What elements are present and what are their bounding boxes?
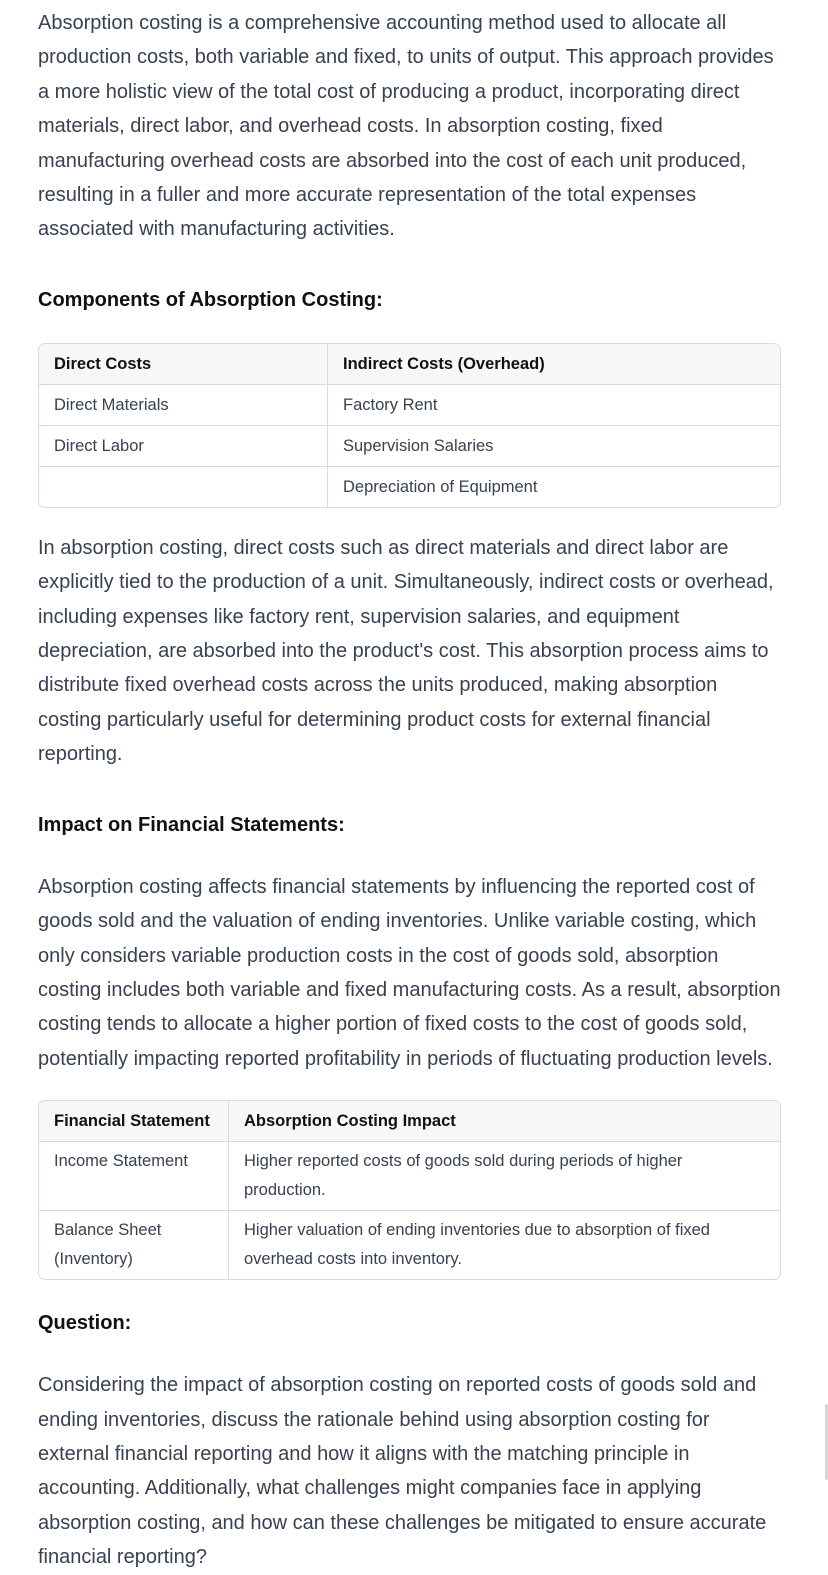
table-row [39, 1142, 780, 1211]
intro-paragraph: Absorption costing is a comprehensive accounting method used to allocate all production costs, both variable and fixed, to units of output. This approach provides a more holistic view of the total cost of producing a product, incorporating direct materials, direct labor, and overhead costs. In absorption costing, fixed manufacturing overhead costs are absorbed into the cost of each unit produced, resulting in a fuller and more accurate representation of the total expenses associated with manufacturing activities. [38, 12, 774, 241]
table-row [39, 385, 780, 426]
components-heading: Components of Absorption Costing: [38, 288, 383, 311]
table-header-row [39, 344, 780, 385]
table-cell: Supervision Salaries [328, 426, 780, 467]
components-table [38, 343, 781, 508]
question-paragraph: Considering the impact of absorption costing on reported costs of goods sold and ending inventories, discuss the rationale behind using absorption costing for external financial reporting and how it aligns with the matching principle in accounting. Additionally, what challenges might companies face in applying absorption costing, and how can these challenges be mitigated to ensure accurate financial reporting? [38, 1374, 767, 1569]
table-cell: Direct Materials [39, 385, 328, 426]
components-paragraph: In absorption costing, direct costs such as direct materials and direct labor are explicitly tied to the production of a unit. Simultaneously, indirect costs or overhead, including expenses like factory rent, supervision salaries, and equipment depreciation, are absorbed into the product's cost. This absorption process aims to distribute fixed overhead costs across the units produced, making absorption costing particularly useful for determining product costs for external financial reporting. [38, 536, 774, 766]
impact-heading: Impact on Financial Statements: [38, 813, 345, 836]
table-cell: Depreciation of Equipment [343, 477, 538, 496]
table-cell: Higher reported costs of goods sold during periods of higher production. [229, 1142, 780, 1211]
table-cell: Income Statement [39, 1142, 229, 1211]
table-cell: Direct Labor [39, 426, 328, 467]
question-heading: Question: [38, 1312, 132, 1335]
table-row [39, 1211, 780, 1279]
article-content [38, 6, 782, 1575]
table-cell: Factory Rent [328, 385, 780, 426]
column-header: Absorption Costing Impact [229, 1101, 780, 1142]
column-header: Indirect Costs (Overhead) [328, 344, 780, 385]
table-cell: Balance Sheet (Inventory) [39, 1211, 229, 1279]
table-row [39, 426, 780, 467]
table-cell: Higher valuation of ending inventories due to absorption of fixed overhead costs into inventory. [244, 1221, 710, 1269]
impact-paragraph: Absorption costing affects financial statements by influencing the reported cost of goods sold and the valuation of ending inventories. Unlike variable costing, which only considers variable production costs in the cost of goods sold, absorption costing includes both variable and fixed manufacturing costs. As a result, absorption costing tends to allocate a higher portion of fixed costs to the cost of goods sold, potentially impacting reported profitability in periods of fluctuating production levels. [38, 875, 781, 1070]
table-cell [39, 467, 328, 507]
column-header: Financial Statement [39, 1101, 229, 1142]
table-header-row [39, 1101, 780, 1142]
table-row [39, 467, 780, 507]
impact-table [38, 1100, 781, 1280]
column-header: Direct Costs [39, 344, 328, 385]
